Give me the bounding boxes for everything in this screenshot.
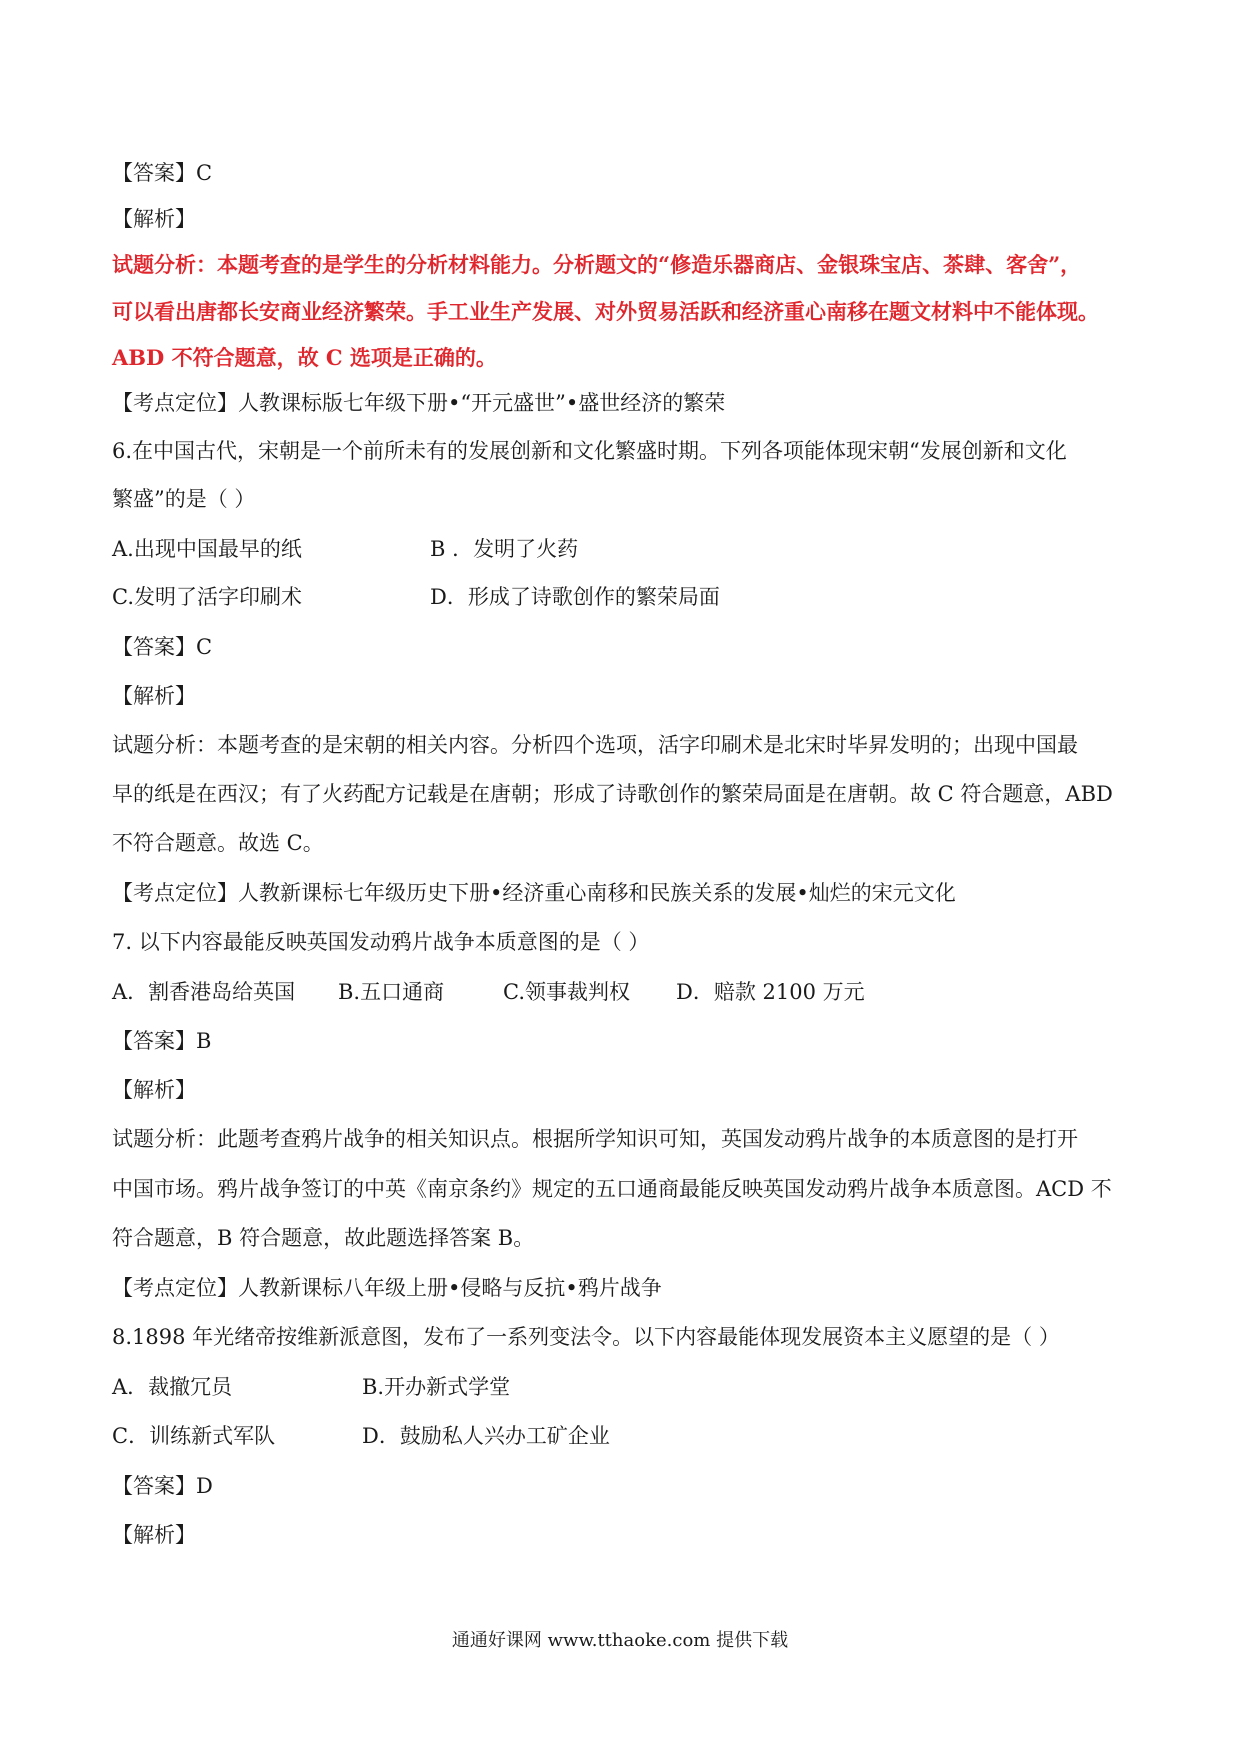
analysis-text-line: 中国市场。鸦片战争签订的中英《南京条约》规定的五口通商最能反映英国发动鸦片战争本质意图。ACD 不 — [112, 1177, 1112, 1201]
answer-label: 【答案】C — [112, 635, 213, 659]
option-d: D．鼓励私人兴办工矿企业 — [362, 1424, 610, 1448]
analysis-text-line: 试题分析：此题考查鸦片战争的相关知识点。根据所学知识可知，英国发动鸦片战争的本质意图的是打开 — [112, 1127, 1078, 1151]
option-b: B ．发明了火药 — [430, 537, 579, 561]
option-b: B.开办新式学堂 — [362, 1375, 511, 1399]
option-a: A．割香港岛给英国 — [112, 980, 296, 1004]
option-c: C．训练新式军队 — [112, 1424, 276, 1448]
option-b: B.五口通商 — [338, 980, 445, 1004]
analysis-text-line: 符合题意，B 符合题意，故此题选择答案 B。 — [112, 1226, 535, 1250]
analysis-label: 【解析】 — [112, 1523, 196, 1547]
option-a: A.出现中国最早的纸 — [112, 537, 302, 561]
answer-label: 【答案】D — [112, 1474, 213, 1498]
option-a: A．裁撤冗员 — [112, 1375, 233, 1399]
option-c: C.发明了活字印刷术 — [112, 585, 302, 609]
answer-label: 【答案】B — [112, 1029, 212, 1053]
analysis-text-line: 试题分析：本题考查的是学生的分析材料能力。分析题文的“修造乐器商店、金银珠宝店、茶肆、客舍”， — [112, 252, 1082, 277]
analysis-label: 【解析】 — [112, 1078, 196, 1102]
analysis-text-line: ABD 不符合题意，故 C 选项是正确的。 — [112, 345, 497, 370]
question-stem: 8.1898 年光绪帝按维新派意图，发布了一系列变法令。以下内容最能体现发展资本主义愿望的是（ ） — [112, 1325, 1060, 1349]
analysis-text-line: 试题分析：本题考查的是宋朝的相关内容。分析四个选项，活字印刷术是北宋时毕昇发明的；出现中国最 — [112, 733, 1078, 757]
option-d: D．形成了诗歌创作的繁荣局面 — [430, 585, 720, 609]
analysis-label: 【解析】 — [112, 207, 196, 231]
question-stem: 繁盛”的是（ ） — [112, 487, 256, 511]
page-footer: 通通好课网 www.tthaoke.com 提供下载 — [451, 1630, 789, 1651]
knowledge-location: 【考点定位】人教新课标七年级历史下册•经济重心南移和民族关系的发展•灿烂的宋元文化 — [112, 881, 956, 905]
analysis-text-line: 早的纸是在西汉；有了火药配方记载是在唐朝；形成了诗歌创作的繁荣局面是在唐朝。故 C 符合题意，ABD — [112, 782, 1113, 806]
question-stem: 6.在中国古代，宋朝是一个前所未有的发展创新和文化繁盛时期。下列各项能体现宋朝“发展创新和文化 — [112, 439, 1067, 463]
question-stem: 7. 以下内容最能反映英国发动鸦片战争本质意图的是（ ） — [112, 930, 650, 954]
knowledge-location: 【考点定位】人教课标版七年级下册•“开元盛世”•盛世经济的繁荣 — [112, 391, 726, 415]
analysis-text-line: 可以看出唐都长安商业经济繁荣。手工业生产发展、对外贸易活跃和经济重心南移在题文材料中不能体现。 — [112, 299, 1099, 324]
option-d: D．赔款 2100 万元 — [676, 980, 865, 1004]
option-c: C.领事裁判权 — [503, 980, 630, 1004]
analysis-label: 【解析】 — [112, 684, 196, 708]
answer-label: 【答案】C — [112, 161, 213, 185]
analysis-text-line: 不符合题意。故选 C。 — [112, 831, 324, 855]
knowledge-location: 【考点定位】人教新课标八年级上册•侵略与反抗•鸦片战争 — [112, 1276, 662, 1300]
